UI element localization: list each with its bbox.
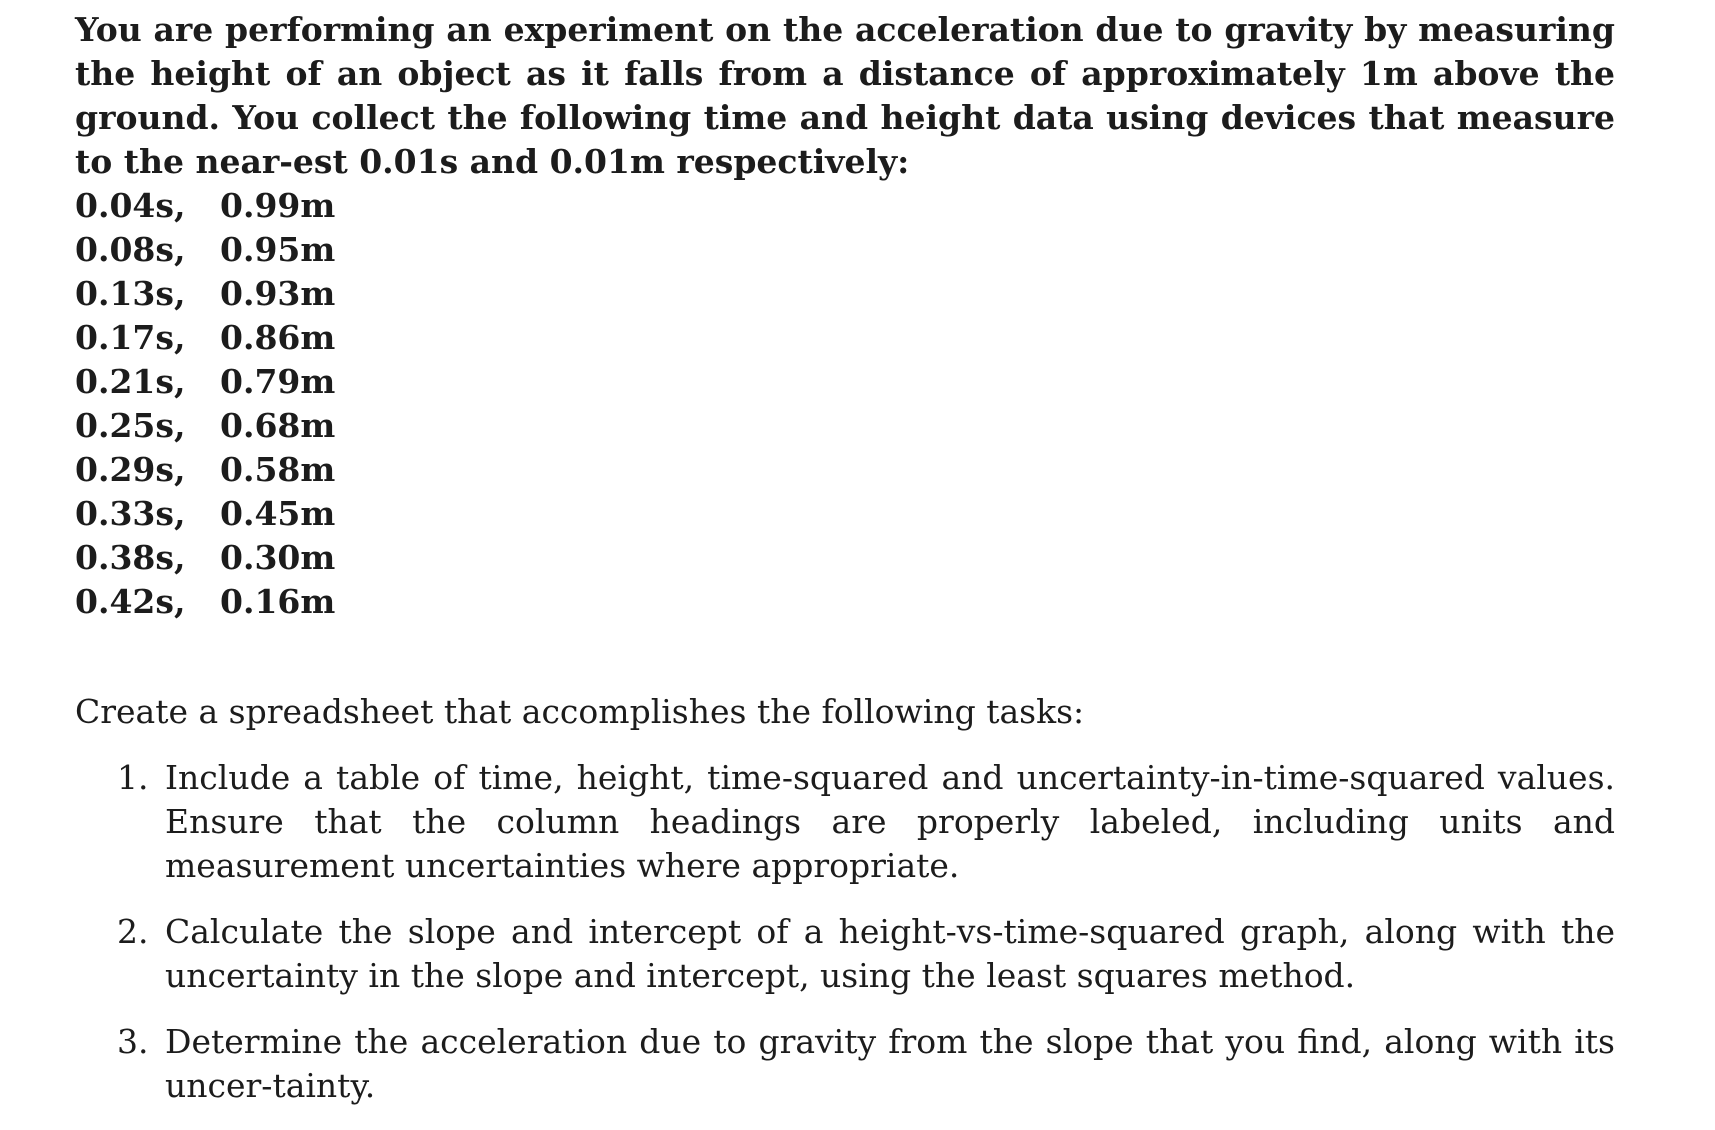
task-item bbox=[75, 756, 1615, 888]
task-list bbox=[75, 756, 1615, 1108]
task-number: 2. bbox=[117, 912, 149, 951]
height-value: 0.86m bbox=[220, 318, 336, 357]
task-item bbox=[75, 910, 1615, 998]
data-row bbox=[75, 316, 1615, 360]
data-row bbox=[75, 184, 1615, 228]
task-text: Calculate the slope and intercept of a height-vs-time-squared graph, along with the uncertainty in the slope and intercept, using the least squares method. bbox=[165, 912, 1615, 995]
document-page bbox=[75, 8, 1615, 1130]
time-value: 0.13s, bbox=[75, 274, 186, 313]
measurement-data-list bbox=[75, 184, 1615, 624]
task-text: Include a table of time, height, time-squared and uncertainty-in-time-squared values. Ensure that the column headings are properly labeled, including units and measurement uncertainties where appropriate. bbox=[165, 758, 1615, 885]
task-item bbox=[75, 1020, 1615, 1108]
height-value: 0.58m bbox=[220, 450, 336, 489]
data-row bbox=[75, 448, 1615, 492]
data-row bbox=[75, 536, 1615, 580]
task-number: 1. bbox=[117, 758, 149, 797]
height-value: 0.30m bbox=[220, 538, 336, 577]
time-value: 0.25s, bbox=[75, 406, 186, 445]
time-value: 0.38s, bbox=[75, 538, 186, 577]
task-number: 3. bbox=[117, 1022, 149, 1061]
problem-statement: You are performing an experiment on the acceleration due to gravity by measuring the height of an object as it falls from a distance of approximately 1m above the ground. You collect the following time and height data using devices that measure to the near-est 0.01s and 0.01m respectively: bbox=[75, 10, 1615, 181]
data-row bbox=[75, 492, 1615, 536]
height-value: 0.45m bbox=[220, 494, 336, 533]
height-value: 0.93m bbox=[220, 274, 336, 313]
time-value: 0.04s, bbox=[75, 186, 186, 225]
time-value: 0.29s, bbox=[75, 450, 186, 489]
task-text: Determine the acceleration due to gravity from the slope that you find, along with its uncer-tainty. bbox=[165, 1022, 1615, 1105]
time-value: 0.42s, bbox=[75, 582, 186, 621]
height-value: 0.95m bbox=[220, 230, 336, 269]
task-intro: Create a spreadsheet that accomplishes the following tasks: bbox=[75, 692, 1085, 731]
data-row bbox=[75, 272, 1615, 316]
height-value: 0.99m bbox=[220, 186, 336, 225]
data-row bbox=[75, 360, 1615, 404]
time-value: 0.33s, bbox=[75, 494, 186, 533]
data-row bbox=[75, 228, 1615, 272]
height-value: 0.16m bbox=[220, 582, 336, 621]
time-value: 0.17s, bbox=[75, 318, 186, 357]
time-value: 0.08s, bbox=[75, 230, 186, 269]
height-value: 0.68m bbox=[220, 406, 336, 445]
data-row bbox=[75, 580, 1615, 624]
data-row bbox=[75, 404, 1615, 448]
height-value: 0.79m bbox=[220, 362, 336, 401]
time-value: 0.21s, bbox=[75, 362, 186, 401]
